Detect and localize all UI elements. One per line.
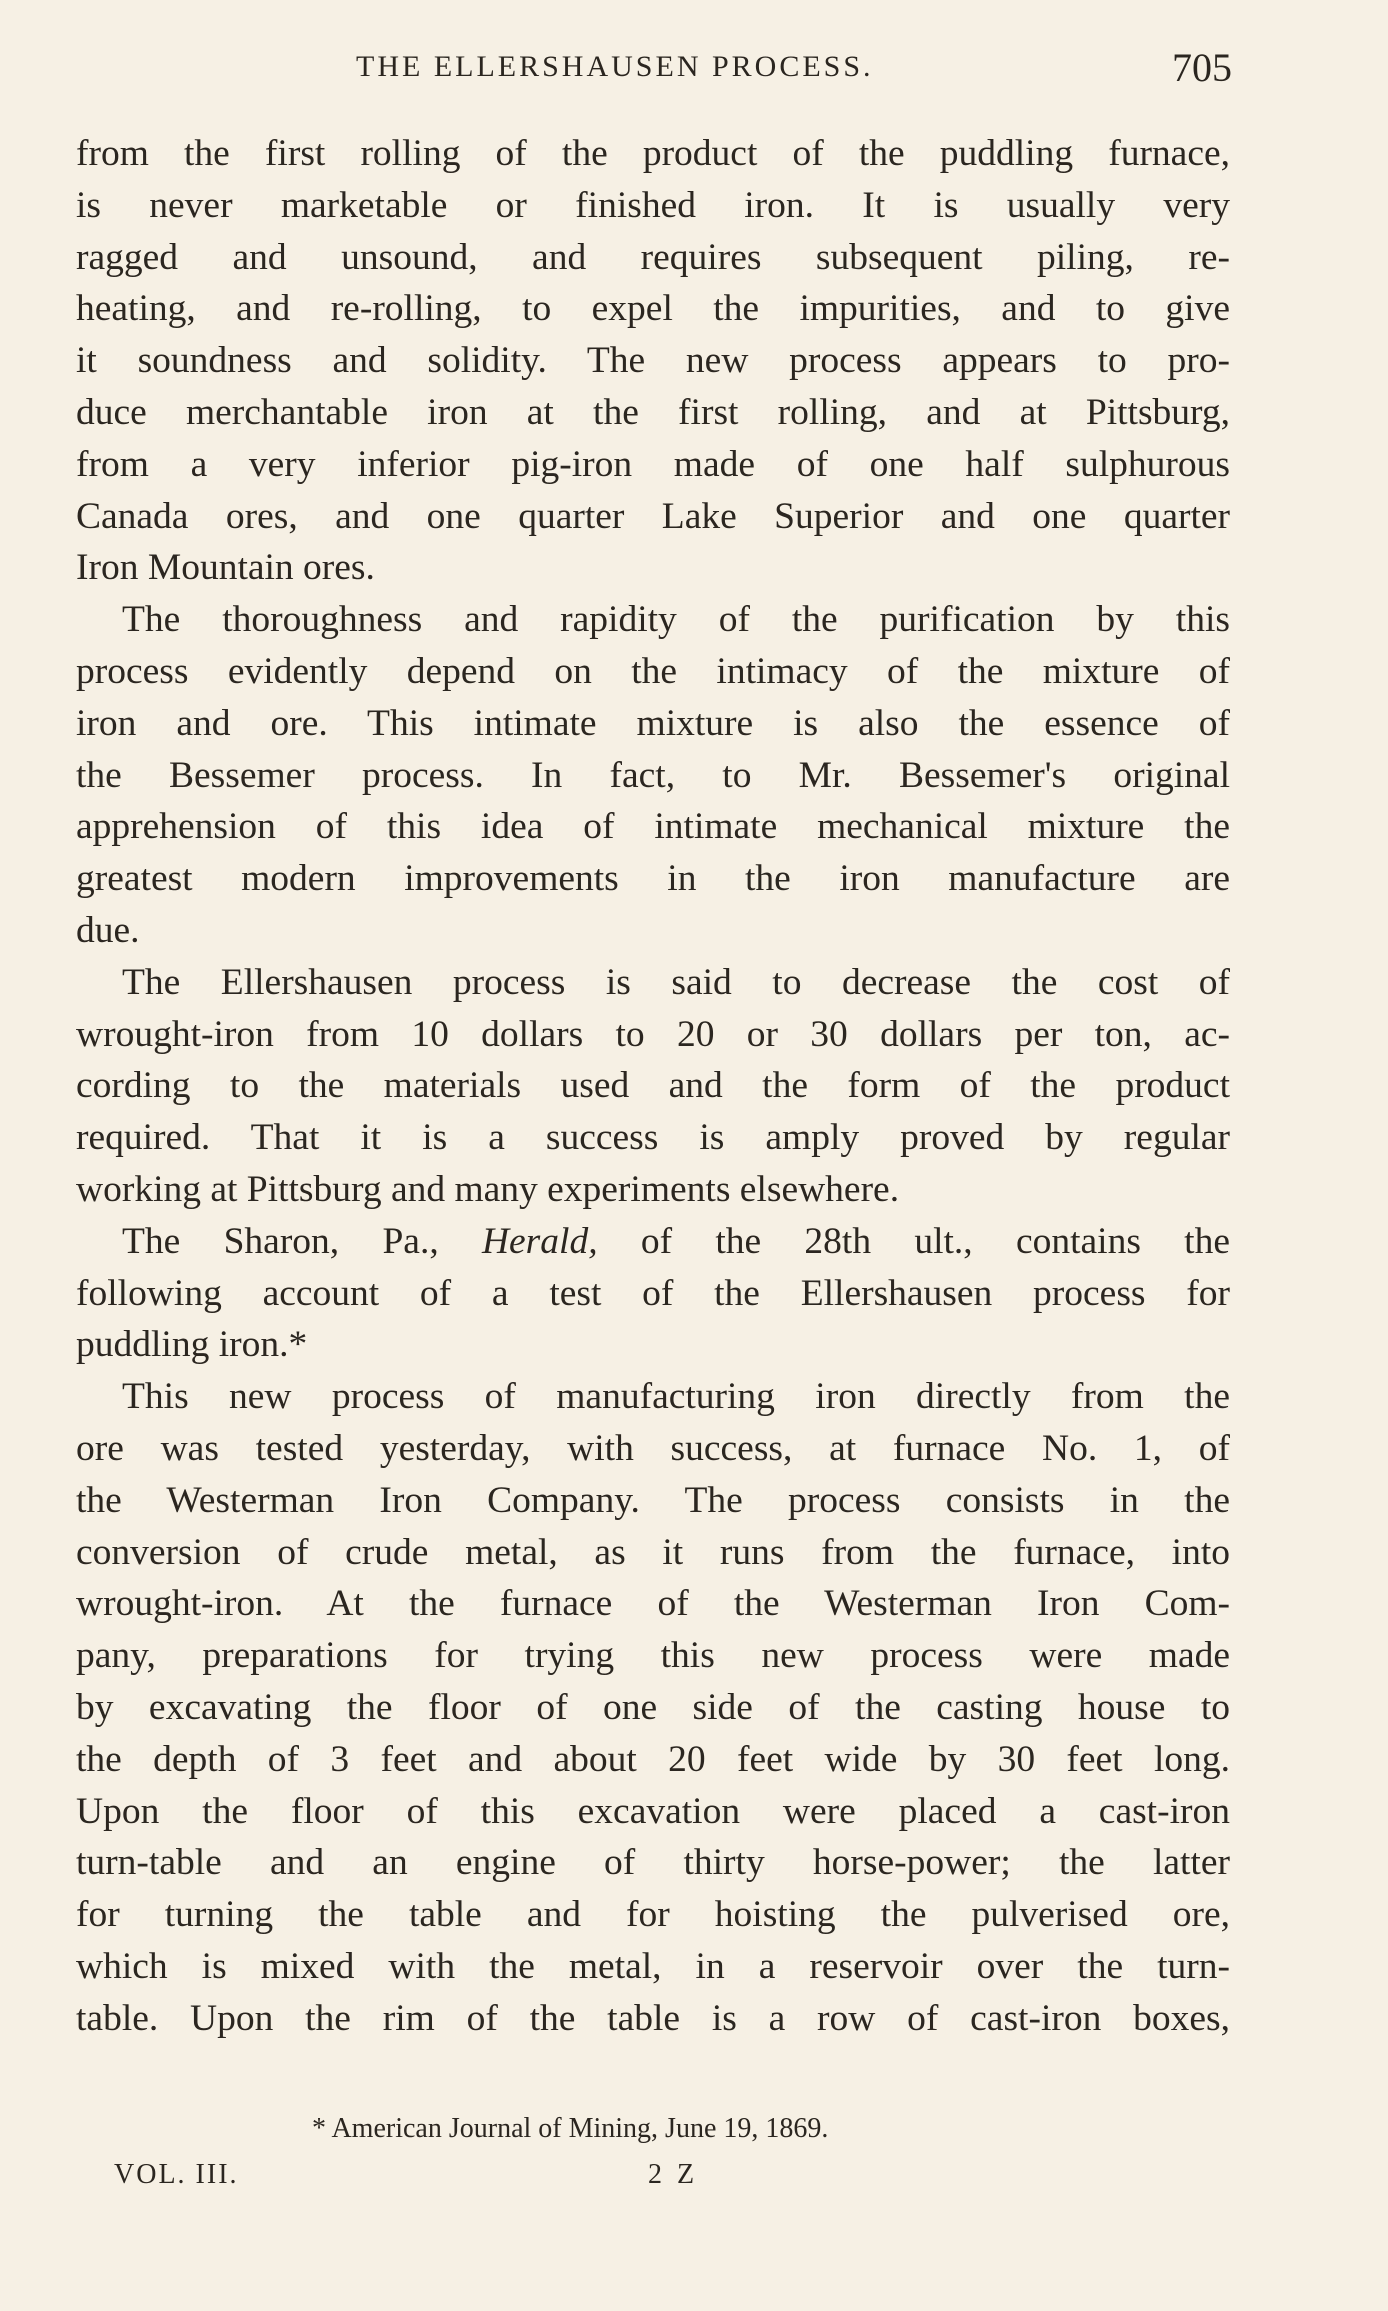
text-line: the depth of 3 feet and about 20 feet wide by 30 feet long. <box>76 1738 1230 1780</box>
text-line: duce merchantable iron at the first rolling, and at Pittsburg, <box>76 391 1230 433</box>
text-line: for turning the table and for hoisting the pulverised ore, <box>76 1894 1230 1936</box>
text-line: puddling iron.* <box>76 1324 308 1366</box>
text-line: the Bessemer process. In fact, to Mr. Bessemer's original <box>76 754 1230 796</box>
text-line: which is mixed with the metal, in a reservoir over the turn- <box>76 1945 1230 1987</box>
paragraph-first-line: The Ellershausen process is said to decrease the cost of <box>122 961 1230 1003</box>
text-line: greatest modern improvements in the iron manufacture are <box>76 858 1230 900</box>
running-head <box>356 46 1232 96</box>
text-line: wrought-iron from 10 dollars to 20 or 30 dollars per ton, ac- <box>76 1013 1230 1055</box>
text-line: it soundness and solidity. The new process appears to pro- <box>76 340 1230 382</box>
text-line: Iron Mountain ores. <box>76 547 375 589</box>
text-line: cording to the materials used and the form of the product <box>76 1065 1230 1107</box>
text-line: conversion of crude metal, as it runs from the furnace, into <box>76 1531 1230 1573</box>
text-line: heating, and re-rolling, to expel the impurities, and to give <box>76 288 1230 330</box>
text-run: of the 28th ult., contains the <box>597 1220 1230 1262</box>
body-text <box>76 128 1230 2044</box>
text-line: by excavating the floor of one side of the casting house to <box>76 1686 1230 1728</box>
text-line: from the first rolling of the product of the puddling furnace, <box>76 133 1230 174</box>
text-line: due. <box>76 909 140 951</box>
text-line: required. That it is a success is amply proved by regular <box>76 1117 1230 1159</box>
text-line: ore was tested yesterday, with success, at furnace No. 1, of <box>76 1427 1230 1469</box>
newspaper-title: Herald, <box>481 1220 598 1262</box>
paragraph-first-line <box>76 1216 1230 1268</box>
text-line: Canada ores, and one quarter Lake Superior and one quarter <box>76 495 1230 537</box>
text-line: pany, preparations for trying this new process were made <box>76 1635 1230 1677</box>
text-line: apprehension of this idea of intimate mechanical mixture the <box>76 806 1230 848</box>
page-number: 705 <box>1172 45 1232 90</box>
running-title: THE ELLERSHAUSEN PROCESS. <box>356 50 874 83</box>
text-line: the Westerman Iron Company. The process consists in the <box>76 1479 1230 1521</box>
text-line: turn-table and an engine of thirty horse-power; the latter <box>76 1842 1230 1884</box>
text-run: The Sharon, Pa., <box>122 1220 482 1262</box>
text-line: table. Upon the rim of the table is a row of cast-iron boxes, <box>76 1997 1230 2039</box>
paragraph-first-line: This new process of manufacturing iron directly from the <box>122 1376 1230 1418</box>
gathering-mark: 2 Z <box>648 2159 699 2190</box>
volume-signature: VOL. III. <box>114 2159 239 2190</box>
text-line: following account of a test of the Ellershausen process for <box>76 1272 1230 1314</box>
text-line: from a very inferior pig-iron made of one half sulphurous <box>76 443 1230 485</box>
text-line: ragged and unsound, and requires subsequent piling, re- <box>76 236 1230 278</box>
text-line: working at Pittsburg and many experiments elsewhere. <box>76 1168 900 1210</box>
text-line: is never marketable or finished iron. It is usually very <box>76 184 1230 226</box>
text-line: iron and ore. This intimate mixture is also the essence of <box>76 702 1230 744</box>
paragraph-first-line: The thoroughness and rapidity of the purification by this <box>122 599 1230 641</box>
text-line: process evidently depend on the intimacy of the mixture of <box>76 650 1230 692</box>
footnote: * American Journal of Mining, June 19, 1869. <box>312 2113 829 2144</box>
text-line: wrought-iron. At the furnace of the Westerman Iron Com- <box>76 1583 1230 1625</box>
text-line: Upon the floor of this excavation were placed a cast-iron <box>76 1790 1230 1832</box>
